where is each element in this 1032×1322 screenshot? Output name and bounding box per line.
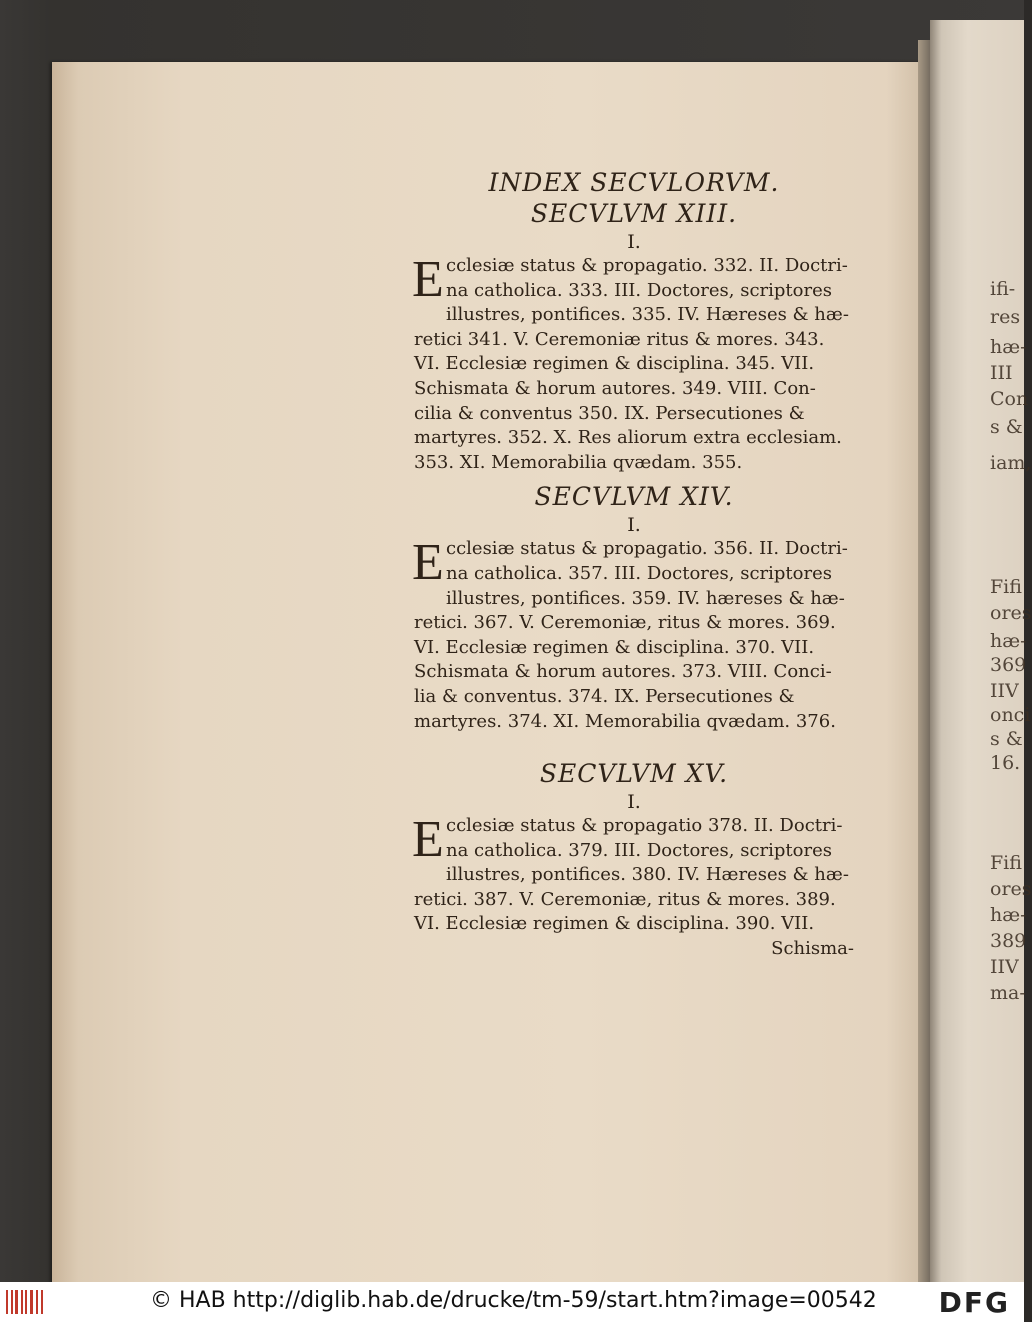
next-page-fragment: iam, bbox=[990, 452, 1032, 474]
next-page-fragment: s & bbox=[990, 728, 1023, 750]
text-line: VI. Ecclesiæ regimen & disciplina. 370. VII. bbox=[414, 636, 815, 658]
section-heading: SECVLVM XIV. bbox=[534, 482, 734, 512]
text-line: Schismata & horum autores. 349. VIII. Con- bbox=[414, 377, 816, 399]
text-line: cclesiæ status & propagatio. 356. II. Doctri- bbox=[446, 538, 848, 560]
drop-capital: E bbox=[412, 534, 444, 592]
next-page-fragment: IIV bbox=[990, 956, 1019, 978]
text-line: lia & conventus. 374. IX. Persecutiones & bbox=[414, 685, 795, 707]
viewer-footer bbox=[0, 1282, 1024, 1322]
hab-barcode-icon bbox=[6, 1290, 46, 1314]
next-page-fragment: onci bbox=[990, 704, 1031, 726]
text-line: martyres. 374. XI. Memorabilia qvædam. 376. bbox=[414, 710, 836, 732]
text-line: retici. 387. V. Ceremoniæ, ritus & mores. 389. bbox=[414, 888, 836, 910]
text-line: 353. XI. Memorabilia qvædam. 355. bbox=[414, 451, 743, 473]
next-page-fragment: 369 bbox=[990, 654, 1027, 676]
next-page-fragment: hæ- bbox=[990, 336, 1027, 358]
section-heading: SECVLVM XIII. bbox=[530, 199, 738, 228]
copyright-url: © HAB http://diglib.hab.de/drucke/tm-59/start.htm?image=00542 bbox=[150, 1288, 877, 1313]
text-line: Schismata & horum autores. 373. VIII. Conci- bbox=[414, 661, 832, 683]
next-page-fragment: ifi- bbox=[990, 278, 1016, 300]
next-page-fragment: ores bbox=[990, 602, 1032, 624]
section-text bbox=[412, 811, 854, 962]
text-line: cclesiæ status & propagatio. 332. II. Doctri- bbox=[446, 255, 848, 276]
dfg-logo: DFG bbox=[938, 1286, 1010, 1319]
section-number: I. bbox=[627, 514, 641, 537]
text-line: illustres, pontifices. 359. IV. hæreses & hæ- bbox=[446, 587, 845, 609]
next-page-fragment: IIV bbox=[990, 680, 1019, 702]
next-page-fragment: Fifi bbox=[990, 852, 1022, 874]
next-page-fragment: Fifi bbox=[990, 576, 1022, 598]
text-line: retici 341. V. Ceremoniæ ritus & mores. 343. bbox=[414, 328, 825, 350]
text-line: cilia & conventus 350. IX. Persecutiones & bbox=[414, 402, 805, 424]
text-line: VI. Ecclesiæ regimen & disciplina. 345. VII. bbox=[414, 353, 815, 375]
text-line: VI. Ecclesiæ regimen & disciplina. 390. VII. bbox=[414, 913, 815, 935]
text-line: retici. 367. V. Ceremoniæ, ritus & mores. 369. bbox=[414, 612, 836, 634]
next-page-fragment: ores bbox=[990, 878, 1032, 900]
next-page-fragment: 389 bbox=[990, 930, 1027, 952]
section-text bbox=[412, 251, 854, 475]
section-number: I. bbox=[627, 231, 641, 253]
next-page-fragment: 16. bbox=[990, 752, 1021, 774]
next-page-fragment: res bbox=[990, 306, 1021, 328]
section-heading: SECVLVM XV. bbox=[539, 759, 729, 789]
next-page-fragment: s & bbox=[990, 416, 1023, 438]
drop-capital: E bbox=[412, 811, 444, 869]
drop-capital: E bbox=[412, 251, 444, 308]
text-line: martyres. 352. X. Res aliorum extra ecclesiam. bbox=[414, 427, 842, 449]
page-title: INDEX SECVLORVM. bbox=[488, 168, 780, 197]
adjacent-page bbox=[930, 20, 1032, 1282]
text-line: illustres, pontifices. 335. IV. Hæreses & hæ- bbox=[446, 304, 849, 326]
next-page-fragment: ma- bbox=[990, 982, 1026, 1004]
next-page-fragment: hæ- bbox=[990, 630, 1027, 652]
catchword: Schisma- bbox=[771, 938, 854, 960]
text-line: na catholica. 379. III. Doctores, scriptores bbox=[446, 839, 832, 861]
text-line: na catholica. 333. III. Doctores, scriptores bbox=[446, 279, 832, 301]
next-page-fragment: hæ- bbox=[990, 904, 1027, 926]
section-number: I. bbox=[627, 791, 641, 814]
next-page-fragment: Con bbox=[990, 388, 1029, 410]
next-page-fragment: III bbox=[990, 362, 1013, 384]
text-line: na catholica. 357. III. Doctores, scriptores bbox=[446, 562, 832, 584]
page-content bbox=[414, 168, 854, 962]
section-text bbox=[412, 534, 854, 734]
text-line: cclesiæ status & propagatio 378. II. Doctri- bbox=[446, 815, 843, 837]
text-line: illustres, pontifices. 380. IV. Hæreses & hæ- bbox=[446, 864, 849, 886]
